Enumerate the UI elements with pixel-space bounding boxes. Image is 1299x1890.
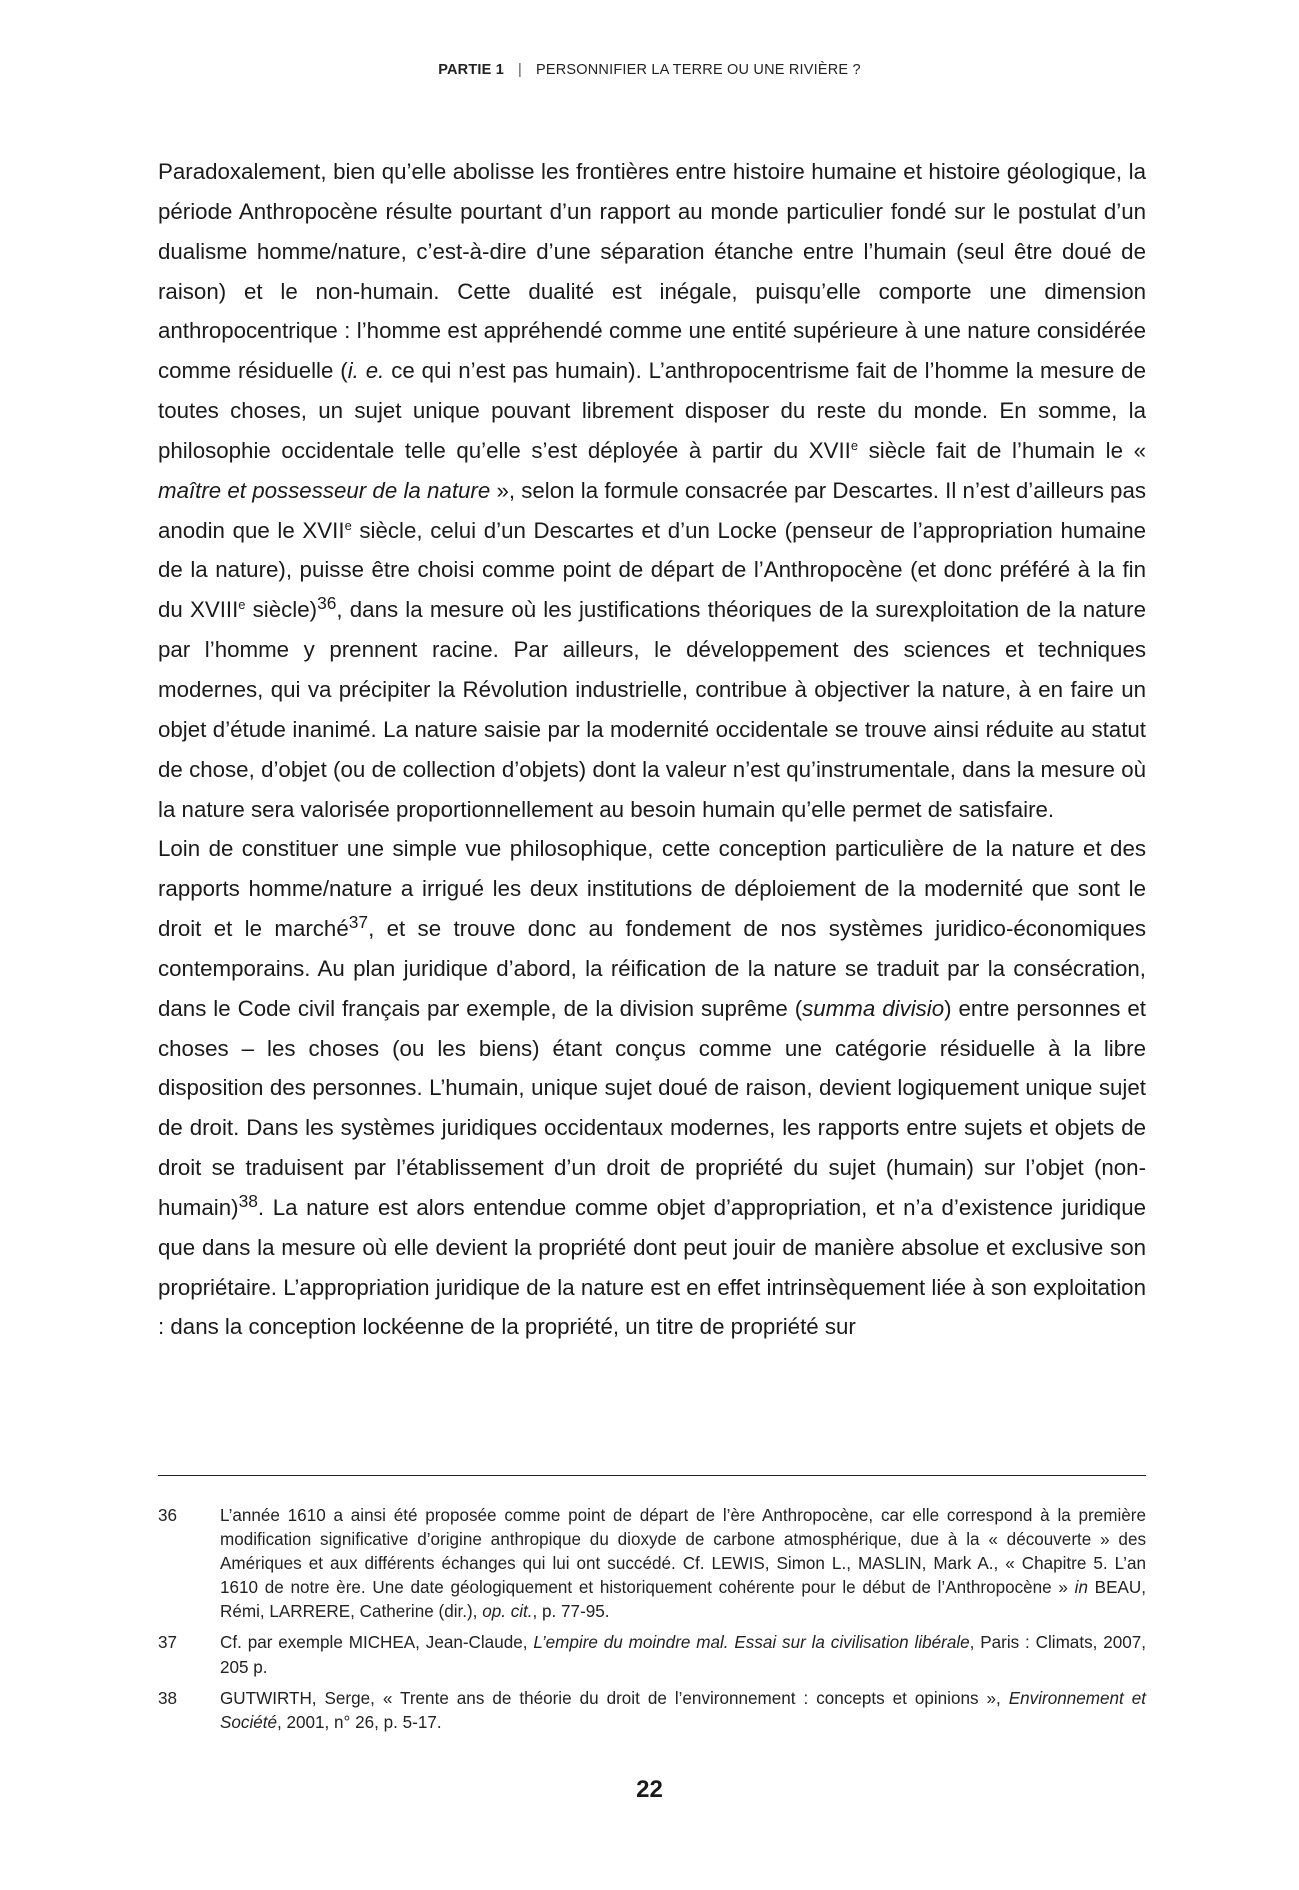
text-segment: , et se trouve donc au fondement de nos systèmes juridico-économiques contemporains. Au plan juridique d’abord, la réification de la nature se traduit par la consécration, dans le Code civil français par exemple, de la division suprême ( bbox=[158, 916, 1146, 1021]
chapter-title: PERSONNIFIER LA TERRE OU UNE RIVIÈRE ? bbox=[535, 62, 861, 78]
text-segment: , dans la mesure où les justifications théoriques de la surexploitation de la nature par l’homme y prennent racine. Par ailleurs, le développement des sciences et techniques modernes, qui va précipiter la Révolution industrielle, contribue à objectiver la nature, à en faire un objet d’étude inanimé. La nature saisie par la modernité occidentale se trouve ainsi réduite au statut de chose, d’objet (ou de collection d’objets) dont la valeur n’est qu’instrumentale, dans la mesure où la nature sera valorisée proportionnellement au besoin humain qu’elle permet de satisfaire. bbox=[158, 597, 1147, 822]
footnote-text bbox=[220, 1504, 1146, 1624]
text-segment: », selon la formule consacrée par Descartes. Il n’est d’ailleurs pas anodin que le XVII bbox=[158, 477, 1146, 543]
text-segment: ) entre personnes et choses – les choses (ou les biens) étant conçus comme une catégorie résiduelle à la libre disposition des personnes. L’humain, unique sujet doué de raison, devient logiquement unique sujet de droit. Dans les systèmes juridiques occidentaux modernes, les rapports entre sujets et objets de droit se traduisent par l’établissement d’un droit de propriété du sujet (humain) sur l’objet (non-humain) bbox=[158, 995, 1146, 1220]
superscript: e bbox=[850, 437, 859, 453]
footnote-text bbox=[220, 1631, 1146, 1679]
superscript: e bbox=[238, 597, 246, 613]
text-segment: ce qui n’est pas humain). L’anthropocentrisme fait de l’homme la mesure de toutes choses, un sujet unique pouvant librement disposer du reste du monde. En somme, la philosophie occidentale telle qu’elle s’est déployée à partir du XVII bbox=[158, 358, 1146, 463]
footnote-38 bbox=[158, 1687, 1146, 1735]
paragraph bbox=[158, 152, 1146, 829]
italic-text: i. e. bbox=[347, 358, 385, 384]
footnote-number: 36 bbox=[158, 1506, 178, 1525]
text-segment: L’année 1610 a ainsi été proposée comme point de départ de l’ère Anthropocène, car elle correspond à la première modification significative d’origine anthropique du dioxyde de carbone atmosphérique, due à la « découverte » des Amériques et aux différents échanges qui lui ont succédé. Cf. LEWIS, Simon L., MASLIN, Mark A., « Chapitre 5. L’an 1610 de notre ère. Une date géologiquement et historiquement cohérente pour le début de l’Anthropocène » bbox=[220, 1506, 1146, 1598]
running-header bbox=[0, 62, 1299, 78]
italic-text: maître et possesseur de la nature bbox=[158, 477, 491, 503]
text-segment: , Paris : Climats, 2007, 205 p. bbox=[220, 1633, 1146, 1677]
footnote-number: 38 bbox=[158, 1688, 178, 1708]
text-segment: GUTWIRTH, Serge, « Trente ans de théorie du droit de l’environnement : concepts et opinions », bbox=[220, 1688, 1009, 1708]
superscript: e bbox=[344, 517, 352, 533]
italic-text: in bbox=[1074, 1578, 1088, 1598]
italic-text: L’empire du moindre mal. Essai sur la civilisation libérale bbox=[533, 1633, 970, 1653]
footnote-ref-38[interactable]: 38 bbox=[238, 1191, 258, 1212]
footnote-number: 37 bbox=[158, 1633, 178, 1653]
footnote-ref-37[interactable]: 37 bbox=[348, 912, 369, 933]
italic-text: op. cit. bbox=[482, 1602, 533, 1622]
footnote-37 bbox=[158, 1631, 1146, 1679]
footnote-36 bbox=[158, 1504, 1146, 1624]
text-segment: Loin de constituer une simple vue philosophique, cette conception particulière de la nature et des rapports homme/nature a irrigué les deux institutions de déploiement de la modernité que sont le droit et le marché bbox=[158, 836, 1146, 942]
text-segment: Cf. par exemple MICHEA, Jean-Claude, bbox=[220, 1633, 534, 1653]
part-label: PARTIE 1 bbox=[438, 62, 505, 78]
header-separator: | bbox=[518, 62, 522, 78]
text-segment: , 2001, n° 26, p. 5-17. bbox=[277, 1712, 442, 1732]
footnote-divider bbox=[158, 1475, 1146, 1476]
footnote-ref-36[interactable]: 36 bbox=[317, 593, 337, 614]
text-segment: Paradoxalement, bien qu’elle abolisse les frontières entre histoire humaine et histoire géologique, la période Anthropocène résulte pourtant d’un rapport au monde particulier fondé sur le postulat d’un dualisme homme/nature, c’est-à-dire d’une séparation étanche entre l’humain (seul être doué de raison) et le non-humain. Cette dualité est inégale, puisqu’elle comporte une dimension anthropocentrique : l’homme est appréhendé comme une entité supérieure à une nature considérée comme résiduelle ( bbox=[158, 159, 1146, 384]
text-segment: . La nature est alors entendue comme objet d’appropriation, et n’a d’existence juridique que dans la mesure où elle devient la propriété dont peut jouir de manière absolue et exclusive son propriétaire. L’appropriation juridique de la nature est en effet intrinsèquement liée à son exploitation : dans la conception lockéenne de la propriété, un titre de propriété sur bbox=[158, 1194, 1146, 1340]
text-segment: siècle, celui d’un Descartes et d’un Locke (penseur de l’appropriation humaine de la nature), puisse être choisi comme point de départ de l’Anthropocène (et donc préféré à la fin du XVIII bbox=[158, 517, 1146, 623]
italic-text: summa divisio bbox=[802, 995, 945, 1021]
italic-text: Environnement et Société bbox=[220, 1688, 1146, 1732]
body-text bbox=[158, 152, 1146, 1347]
text-segment: siècle fait de l’humain le « bbox=[858, 437, 1147, 463]
text-segment: , p. 77-95. bbox=[532, 1602, 610, 1622]
text-segment: siècle) bbox=[245, 597, 318, 623]
footnote-text bbox=[220, 1687, 1146, 1735]
page-number: 22 bbox=[636, 1776, 663, 1803]
text-segment: BEAU, Rémi, LARRERE, Catherine (dir.), bbox=[220, 1578, 1146, 1622]
paragraph bbox=[158, 829, 1146, 1347]
footnotes bbox=[158, 1504, 1146, 1742]
